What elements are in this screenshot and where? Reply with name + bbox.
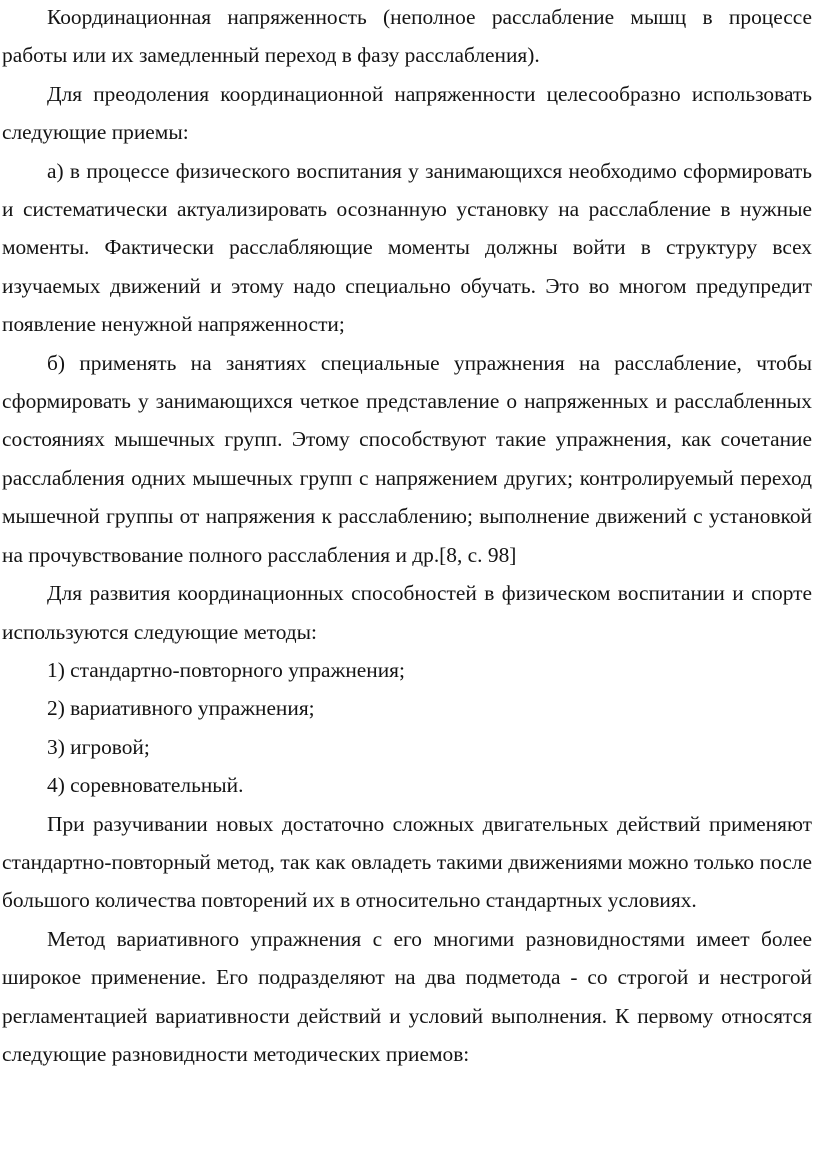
paragraph-standard-repetitive: При разучивании новых достаточно сложных двигательных действий применяют стандартно-повторный метод, так как овладеть такими движениями можно только после большого количества повторений их в относительно стандартных условиях. [2, 811, 812, 913]
document-page [2, 0, 812, 1073]
paragraph-technique-b: б) применять на занятиях специальные упражнения на расслабление, чтобы сформировать у занимающихся четкое представление о напряженных и расслабленных состояниях мышечных групп. Этому способствуют такие упражнения, как сочетание расслабления одних мышечных групп с напряжением других; контролируемый переход мышечной группы от напряжения к расслаблению; выполнение движений с установкой на прочувствование полного расслабления и др.[8, с. 98] [2, 350, 812, 567]
paragraph-variative-method: Метод вариативного упражнения с его многими разновидностями имеет более широкое применение. Его подразделяют на два подметода - со строгой и нестрогой регламентацией вариативности действий и условий выполнения. К первому относятся следующие разновидности методических приемов: [2, 926, 812, 1066]
paragraph-methods-intro: Для развития координационных способностей в физическом воспитании и спорте используются следующие методы: [2, 581, 812, 644]
paragraph-coordination-tension: Координационная напряженность (неполное расслабление мышц в процессе работы или их замедленный переход в фазу расслабления). [2, 5, 812, 68]
methods-list [2, 651, 812, 805]
list-item: 4) соревновательный. [47, 773, 244, 798]
list-item: 1) стандартно-повторного упражнения; [47, 657, 405, 682]
paragraph-overcoming-intro: Для преодоления координационной напряженности целесообразно использовать следующие приемы: [2, 81, 812, 145]
list-item: 3) игровой; [47, 734, 150, 759]
paragraph-technique-a: а) в процессе физического воспитания у занимающихся необходимо сформировать и систематически актуализировать осознанную установку на расслабление в нужные моменты. Фактически расслабляющие моменты должны войти в структуру всех изучаемых движений и этому надо специально обучать. Это во многом предупредит появление ненужной напряженности; [2, 158, 812, 337]
list-item: 2) вариативного упражнения; [47, 696, 315, 721]
